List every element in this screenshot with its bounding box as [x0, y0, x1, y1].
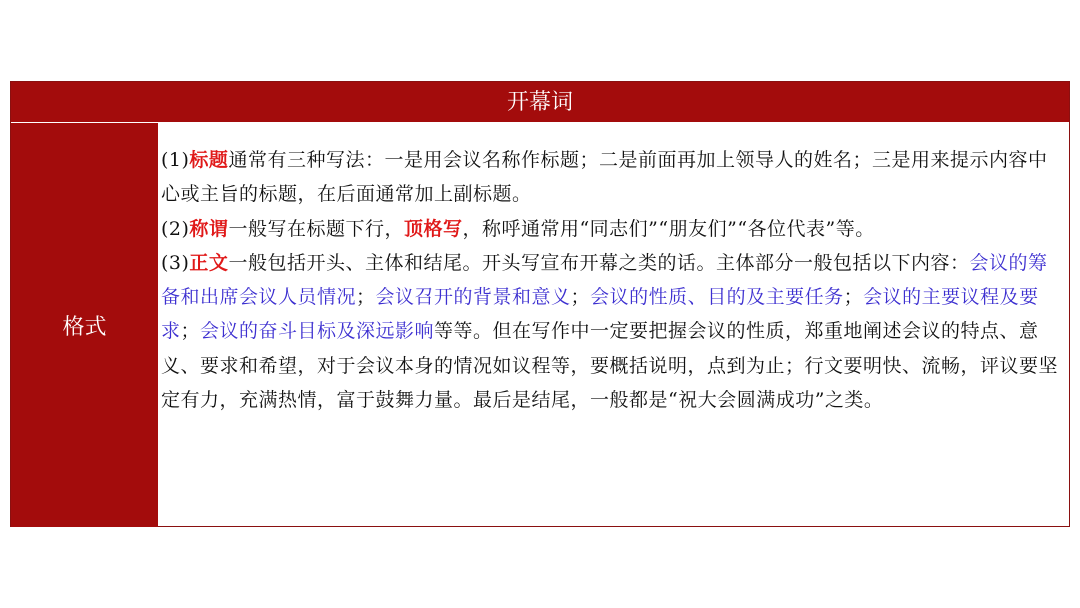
item-1: [161, 143, 1066, 212]
content-table: [10, 81, 1070, 527]
topic-separator: ；: [570, 286, 591, 309]
item-3-number: (3): [161, 251, 190, 274]
item-2-key: 称谓: [189, 217, 229, 240]
item-1-key: 标题: [189, 149, 229, 171]
item-3-text-a: 一般包括开头、主体和结尾。开头写宣布开幕之类的话。主体部分一般包括以下内容：: [228, 251, 970, 274]
format-content: [161, 143, 1066, 417]
item-2-number: (2): [161, 217, 190, 240]
table-header: 开幕词: [11, 82, 1069, 123]
item-1-number: (1): [161, 149, 190, 171]
topic-5: 会议的奋斗目标及深远影响: [200, 320, 435, 343]
row-label: 格式: [11, 123, 158, 527]
item-2-text-a: 一般写在标题下行，: [228, 217, 404, 240]
item-3: [161, 246, 1066, 417]
topic-3: 会议的性质、目的及主要任务: [590, 286, 844, 309]
item-2-emphasis: 顶格写: [403, 217, 463, 240]
item-3-key: 正文: [189, 251, 229, 274]
item-3-text-b: 等等。但在写作中一定要把握会议的性质，郑重地阐述会议的特点、意义、要求和希望，对于会议本身的情况如议程等，要概括说明，点到为止；行文要明快、流畅，评议要坚定有力，充满热情，富于鼓舞力量。最后是结尾，一般都是“祝大会圆满成功”之类。: [161, 320, 1059, 412]
topic-4: 会议的主要议程及要求: [161, 286, 1039, 343]
topic-1: 会议的筹备和出席会议人员情况: [161, 251, 1048, 309]
topic-separator: ；: [356, 286, 376, 309]
topic-2: 会议召开的背景和意义: [375, 286, 571, 309]
topic-separator: ；: [843, 286, 864, 309]
item-1-text: 通常有三种写法：一是用会议名称作标题；二是前面再加上领导人的姓名；三是用来提示内容中心或主旨的标题，在后面通常加上副标题。: [161, 149, 1048, 206]
item-2: [161, 212, 1066, 246]
topic-separator: ；: [180, 320, 201, 343]
item-2-text-b: ，称呼通常用“同志们”“朋友们”“各位代表”等。: [462, 217, 875, 240]
